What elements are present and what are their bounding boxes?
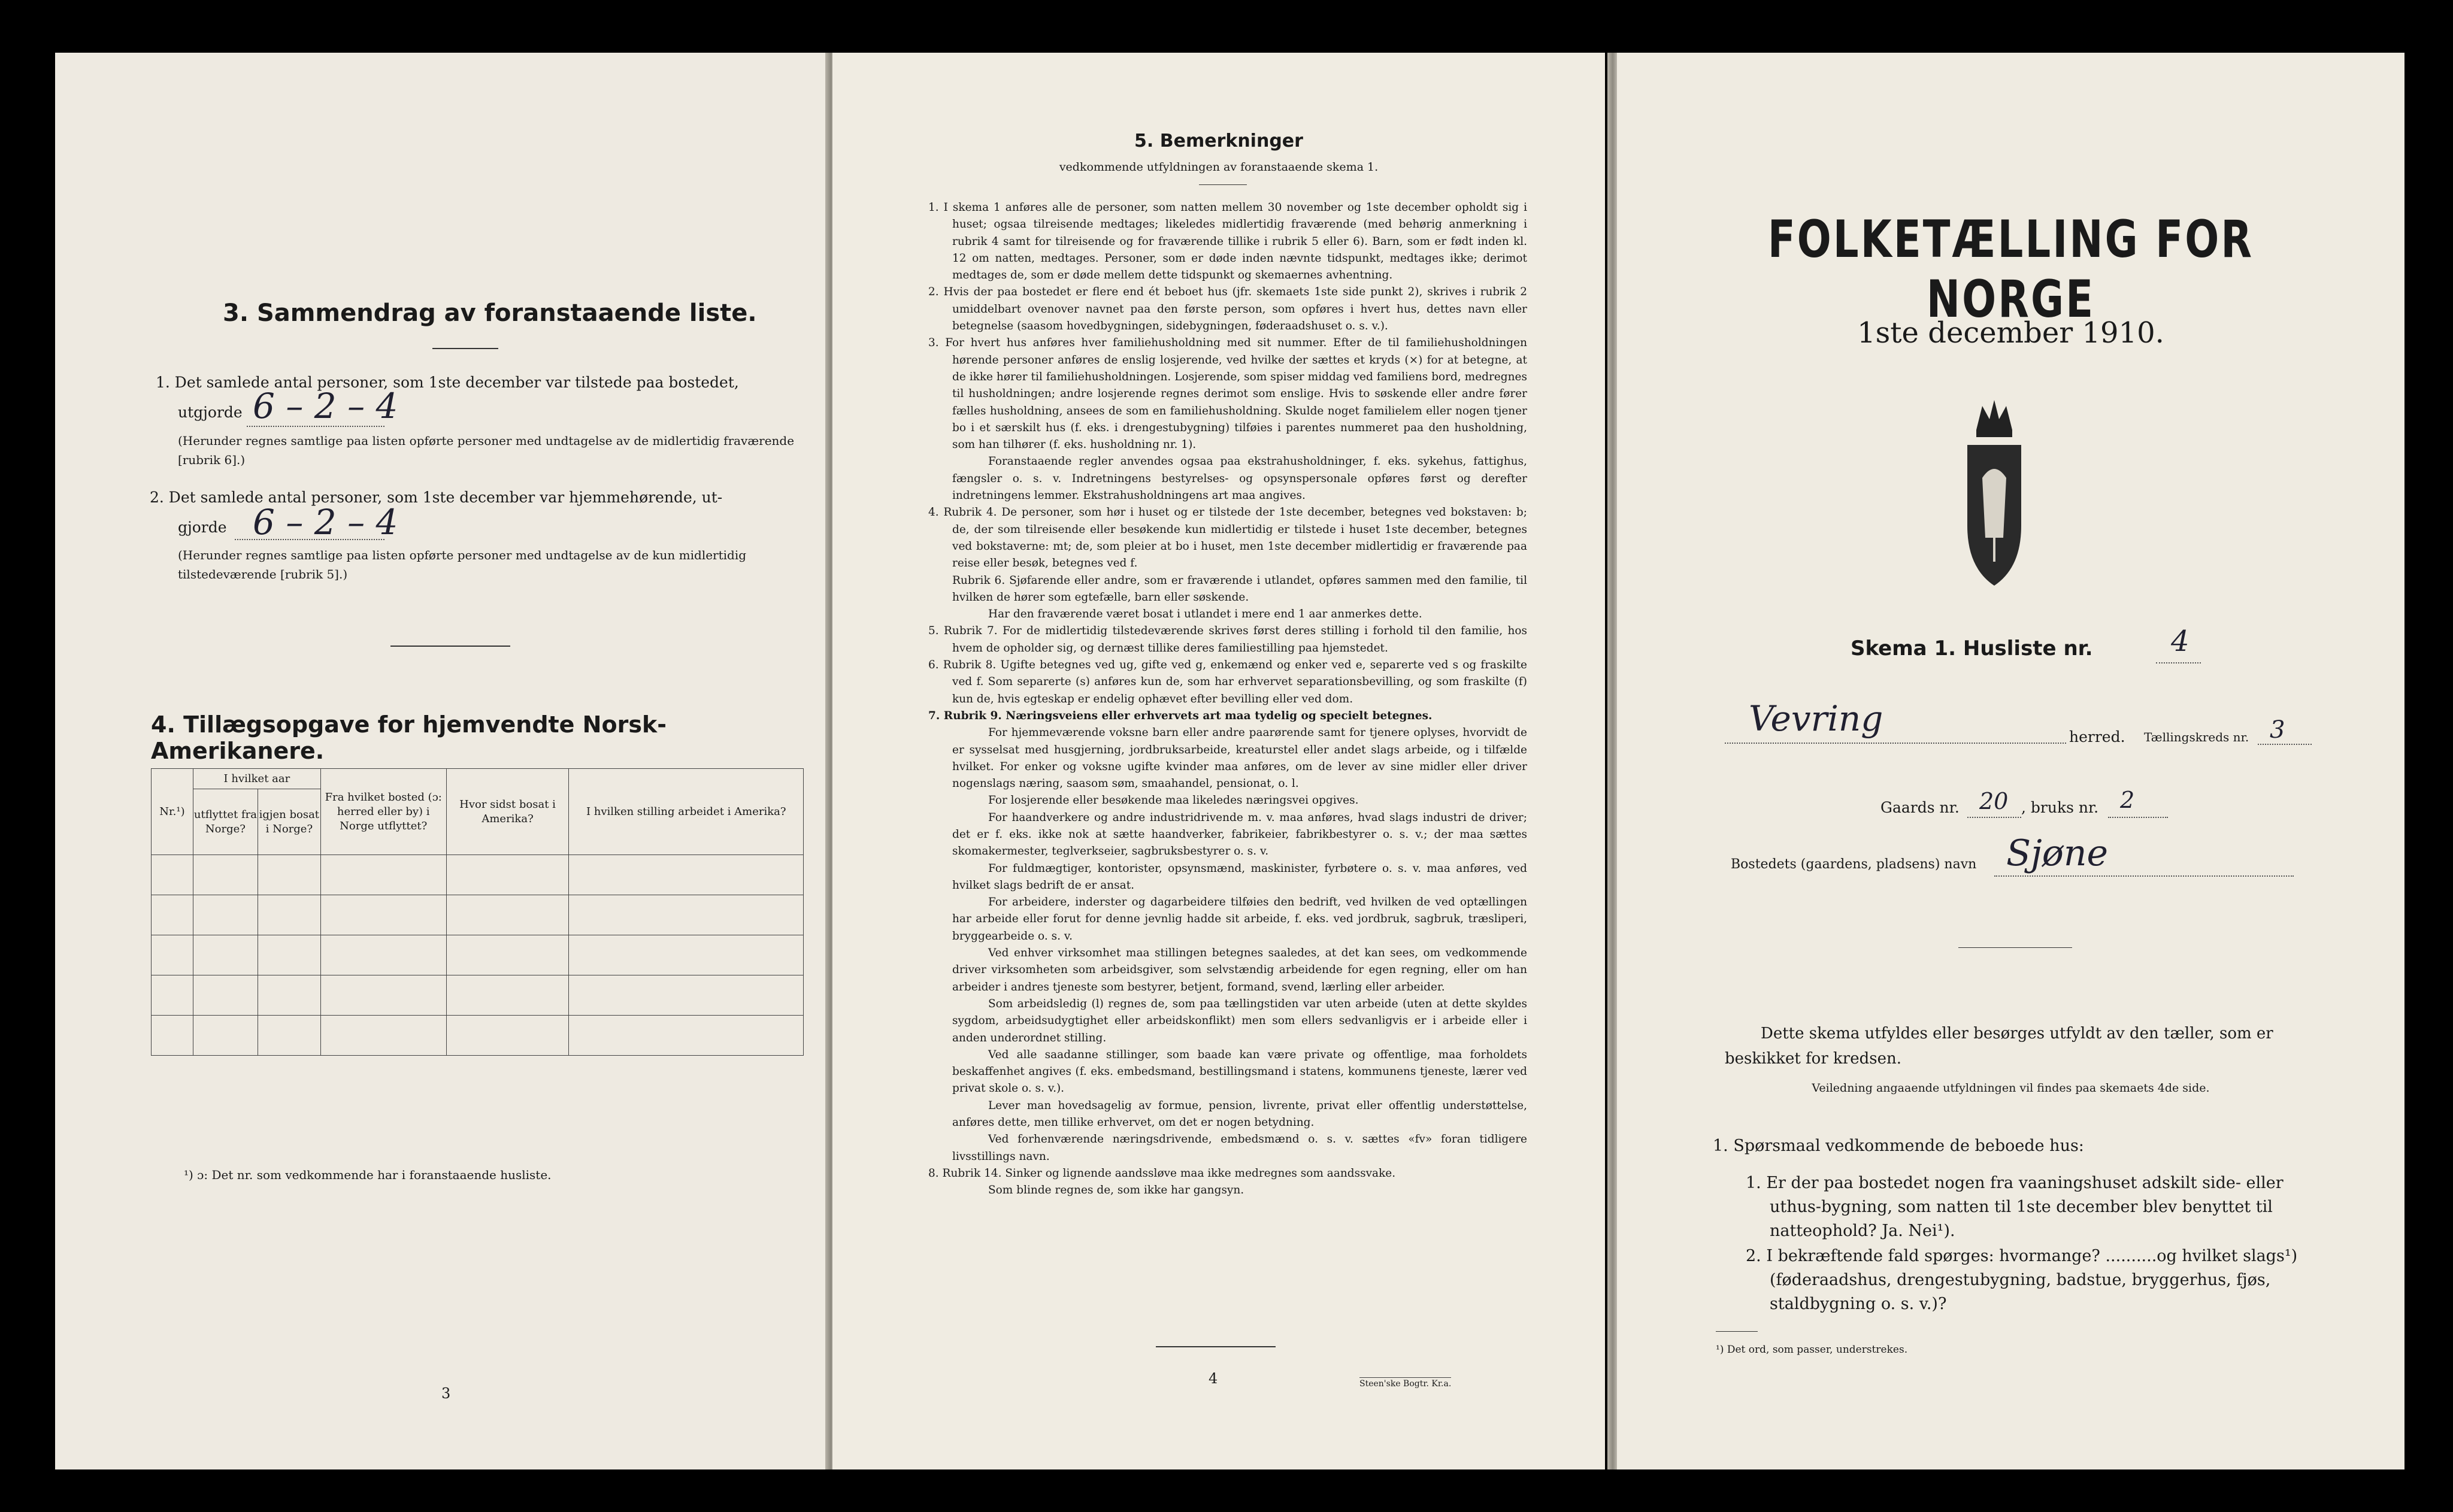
remark-paragraph: Ved alle saadanne stillinger, som baade kan være private og offentlige, maa forholdets beskaffenhet angives (f. eks. embedsmand, bestillingsmand i statens, kommunens tjeneste, lærer ved privat skole o. s. v.). bbox=[952, 1048, 1527, 1095]
table-footnote: ¹) ɔ: Det nr. som vedkommende har i foranstaaende husliste. bbox=[184, 1168, 552, 1182]
col-fra-header: Fra hvilket bosted (ɔ: herred eller by) i Norge utflyttet? bbox=[320, 769, 446, 855]
divider bbox=[1716, 1331, 1758, 1332]
gaards-line bbox=[1967, 817, 2021, 818]
remark-paragraph: 6. Rubrik 8. Ugifte betegnes ved ug, gifte ved g, enkemænd og enker ved e, separerte ved s og fraskilte ved f. Som separerte (s) anføres kun de, som har erhvervet separationsbevilling, og som fraskilte (f) kun de, hvis egteskap er endelig ophævet efter bevilling eller ved dom. bbox=[928, 659, 1527, 705]
remark-paragraph: 7. Rubrik 9. Næringsveiens eller erhvervets art maa tydelig og specielt betegnes. bbox=[928, 709, 1433, 722]
col-hvor-header: Hvor sidst bosat i Amerika? bbox=[446, 769, 569, 855]
bruks-number: 2 bbox=[2120, 787, 2135, 813]
krets-line bbox=[2258, 744, 2312, 745]
remark-paragraph: For losjerende eller besøkende maa likeledes næringsvei opgives. bbox=[988, 794, 1359, 807]
remark-paragraph: Ved enhver virksomhet maa stillingen betegnes saaledes, at det kan sees, om vedkommende driver virksomheten som arbeidsgiver, som selvstændig arbeidende for egen regning, eller om han arbeider i andres tjeneste som bestyrer, betjent, formand, svend, lærling eller arbeider. bbox=[952, 947, 1527, 993]
husliste-number: 4 bbox=[2171, 625, 2189, 658]
cover-title: FOLKETÆLLING FOR NORGE bbox=[1767, 210, 2254, 329]
printer-mark: Steen'ske Bogtr. Kr.a. bbox=[1359, 1377, 1451, 1389]
instruction-text: Dette skema utfyldes eller besørges utfyldt av den tæller, som er beskikket for kredsen. bbox=[1725, 1025, 2273, 1068]
section3-title: 3. Sammendrag av foranstaaende liste. bbox=[223, 299, 757, 327]
item1-text: 1. Det samlede antal personer, som 1ste december var tilstede paa bostedet, bbox=[156, 374, 739, 391]
herred-value: Vevring bbox=[1749, 698, 1883, 739]
skema-label: Skema 1. Husliste nr. bbox=[1851, 637, 2093, 660]
divider bbox=[432, 348, 498, 349]
cover-date: 1ste december 1910. bbox=[1857, 316, 2164, 350]
remarks-subtitle: vedkommende utfyldningen av foranstaaende skema 1. bbox=[1059, 160, 1379, 174]
col-igjen-header: igjen bosat i Norge? bbox=[258, 789, 320, 855]
item2-utgjorde: gjorde bbox=[178, 519, 227, 536]
col-utflyttet-header: utflyttet fra Norge? bbox=[193, 789, 258, 855]
remark-paragraph: For fuldmægtiger, kontorister, opsynsmænd, maskinister, fyrbøtere o. s. v. maa anføres, ved hvilket slags bedrift de er ansat. bbox=[952, 862, 1527, 892]
remark-paragraph: 1. I skema 1 anføres alle de personer, som natten mellem 30 november og 1ste december opholdt sig i huset; ogsaa tilreisende medtages; likeledes midlertidig fraværende (med behørig anmerkning i rubrik 4 samt for tilreisende og for fraværende tillike i rubrik 5 eller 6). Barn, som er født inden kl. 12 om natten, medtages. Personer, som er døde inden nævnte tidspunkt, medtages ikke; derimot medtages de, som er døde mellem dette tidspunkt og skemaernes avhentning. bbox=[928, 201, 1527, 282]
remark-paragraph: Som blinde regnes de, som ikke har gangsyn. bbox=[988, 1184, 1244, 1197]
question-2: 2. I bekræftende fald spørges: hvormange? ..........og hvilket slags¹) (føderaadshus, drengestubygning, badstue, bryggerhus, fjøs, staldbygning o. s. v.)? bbox=[1746, 1247, 2298, 1313]
remark-paragraph: 3. For hvert hus anføres hver familiehusholdning med sit nummer. Efter de til familiehusholdningen hørende personer anføres de enslig losjerende, ved hvilke der sættes et kryds (×) for at betegne, at de ikke hører til familiehusholdningen. Losjerende, som spiser middag ved familiens bord, medregnes til husholdningen; andre losjerende regnes derimot som enslige. Hvis to søskende eller andre fører fælles husholdning, ansees de som en familiehusholdning. Skulde noget familielem eller nogen tjener bo i et særskilt hus (f. eks. i drengestubygning) tilføies i parentes nummeret paa den husholdning, som han tilhører (f. eks. husholdning nr. 1). bbox=[928, 337, 1527, 452]
remark-paragraph: Lever man hovedsagelig av formue, pension, livrente, privat eller offentlig understøttelse, anføres dette, men tillike erhvervet, om det er nogen betydning. bbox=[952, 1099, 1527, 1129]
remark-paragraph: For hjemmeværende voksne barn eller andre paarørende samt for tjenere oplyses, hvorvidt de er sysselsat med husgjerning, jordbruksarbeide, kreaturstel eller andet slags arbeide, og i tilfælde hvilket. For enker og voksne ugifte kvinder maa anføres, om de lever av sine midler eller driver nogenslags næring, saasom søm, smaahandel, pensionat, o. l. bbox=[952, 726, 1527, 790]
norsk-amerikanere-table bbox=[151, 768, 804, 1056]
coat-of-arms-icon bbox=[1958, 388, 2030, 604]
remark-paragraph: For arbeidere, inderster og dagarbeidere tilføies den bedrift, ved hvilken de ved optællingen har arbeide eller forut for denne jevnlig hadde sit arbeide, f. eks. ved jordbruk, sagbruk, træsliperi, bryggearbeide o. s. v. bbox=[952, 896, 1527, 943]
divider bbox=[1199, 184, 1247, 185]
table-row bbox=[152, 975, 804, 1016]
remark-paragraph: Har den fraværende været bosat i utlandet i mere end 1 aar anmerkes dette. bbox=[988, 608, 1422, 621]
remark-paragraph: Rubrik 6. Sjøfarende eller andre, som er fraværende i utlandet, opføres sammen med den familie, til hvilken de hører som egtefælle, barn eller søskende. bbox=[952, 574, 1527, 604]
krets-label: Tællingskreds nr. bbox=[2144, 730, 2249, 744]
divider bbox=[1156, 1346, 1276, 1347]
gaards-number: 20 bbox=[1979, 788, 2009, 814]
questions-header: 1. Spørsmaal vedkommende de beboede hus: bbox=[1713, 1137, 2084, 1155]
cover-footnote: ¹) Det ord, som passer, understrekes. bbox=[1716, 1344, 1908, 1356]
col-stilling-header: I hvilken stilling arbeidet i Amerika? bbox=[569, 769, 804, 855]
krets-number: 3 bbox=[2270, 716, 2285, 744]
herred-line bbox=[1725, 743, 2066, 744]
item1-note: (Herunder regnes samtlige paa listen opførte personer med undtagelse av de midlertidig fraværende [rubrik 6].) bbox=[178, 434, 795, 467]
item1-value: 6 – 2 – 4 bbox=[253, 386, 398, 426]
remark-paragraph: Foranstaaende regler anvendes ogsaa paa ekstrahusholdninger, f. eks. sykehus, fattighus, fængsler o. s. v. Indretningens bestyrelses- og opsynspersonale opføres først og derefter indretningens lemmer. Ekstrahusholdningens art maa angives. bbox=[952, 455, 1527, 502]
section4-title: 4. Tillægsopgave for hjemvendte Norsk-Amerikanere. bbox=[151, 711, 667, 764]
item2-value: 6 – 2 – 4 bbox=[253, 502, 398, 543]
table-row bbox=[152, 935, 804, 975]
bosted-value: Sjøne bbox=[2006, 832, 2108, 874]
remark-paragraph: 5. Rubrik 7. For de midlertidig tilstedeværende skrives først deres stilling i forhold til den familie, hos hvem de opholder sig, og dernæst tillike deres familiestilling paa hjemstedet. bbox=[928, 625, 1527, 655]
gaards-label: Gaards nr. bbox=[1880, 799, 1960, 816]
veiledning-text: Veiledning angaaende utfyldningen vil findes paa skemaets 4de side. bbox=[1812, 1081, 2210, 1095]
question-1: 1. Er der paa bostedet nogen fra vaaningshuset adskilt side- eller uthus-bygning, som natten til 1ste december blev benyttet til natteophold? Ja. Nei¹). bbox=[1746, 1174, 2284, 1240]
remark-paragraph: 2. Hvis der paa bostedet er flere end ét beboet hus (jfr. skemaets 1ste side punkt 2), skrives i rubrik 2 umiddelbart ovenover navnet paa den første person, som opføres i hvert hus, dettes navn eller betegnelse (saasom hovedbygningen, sidebygningen, føderaadshuset o. s. v.). bbox=[928, 286, 1527, 333]
item2-text: 2. Det samlede antal personer, som 1ste december var hjemmehørende, ut- bbox=[150, 489, 723, 506]
item2-note: (Herunder regnes samtlige paa listen opførte personer med undtagelse av de kun midlertidig tilstedeværende [rubrik 5].) bbox=[178, 548, 747, 581]
bruks-line bbox=[2108, 817, 2168, 818]
remark-paragraph: Ved forhenværende næringsdrivende, embedsmænd o. s. v. sættes «fv» foran tidligere livsstillings navn. bbox=[952, 1133, 1527, 1163]
table-row bbox=[152, 855, 804, 895]
bosted-label: Bostedets (gaardens, pladsens) navn bbox=[1731, 857, 1977, 872]
col-group-header: I hvilket aar bbox=[193, 769, 320, 789]
remark-paragraph: 8. Rubrik 14. Sinker og lignende aandssløve maa ikke medregnes som aandssvake. bbox=[928, 1166, 1396, 1180]
page-number: 4 bbox=[1209, 1370, 1218, 1387]
bosted-line bbox=[1994, 875, 2294, 877]
col-nr-header: Nr.¹) bbox=[152, 769, 193, 855]
item2-line bbox=[235, 539, 384, 540]
remarks-title: 5. Bemerkninger bbox=[1134, 131, 1303, 151]
husliste-line bbox=[2156, 662, 2201, 663]
page-4 bbox=[832, 53, 1605, 1469]
table-row bbox=[152, 1016, 804, 1056]
page-number: 3 bbox=[441, 1385, 451, 1402]
herred-label: herred. bbox=[2069, 728, 2125, 746]
item1-line bbox=[247, 426, 384, 427]
bruks-label: , bruks nr. bbox=[2021, 799, 2099, 816]
divider bbox=[390, 646, 510, 647]
item1-utgjorde: utgjorde bbox=[178, 404, 243, 421]
table-row bbox=[152, 895, 804, 935]
cover-page bbox=[1617, 53, 2404, 1469]
page-3 bbox=[55, 53, 828, 1469]
remark-paragraph: 4. Rubrik 4. De personer, som hør i huset og er tilstede der 1ste december, betegnes ved bokstaven: b; de, der som tilreisende eller besøkende kun midlertidig er tilstede i huset 1ste december, betegnes ved bokstaverne: mt; de, som pleier at bo i huset, men 1ste december midlertidig er fraværende paa reise eller besøk, betegnes ved f. bbox=[928, 506, 1527, 570]
remark-paragraph: For haandverkere og andre industridrivende m. v. maa anføres, hvad slags industri de driver; det er f. eks. ikke nok at sætte haandverker, fabrikeier, fabrikbestyrer o. s. v.; der maa sættes skomakermester, teglverkseier, sagbruksbestyrer o. s. v. bbox=[952, 811, 1527, 858]
divider-ornament bbox=[1958, 947, 2072, 948]
remark-paragraph: Som arbeidsledig (l) regnes de, som paa tællingstiden var uten arbeide (uten at dette skyldes sygdom, arbeidsudygtighet eller arbeidskonflikt) men som ellers sedvanligvis er i arbeide eller i anden underordnet stilling. bbox=[952, 997, 1527, 1044]
remarks-body bbox=[928, 199, 1527, 1199]
